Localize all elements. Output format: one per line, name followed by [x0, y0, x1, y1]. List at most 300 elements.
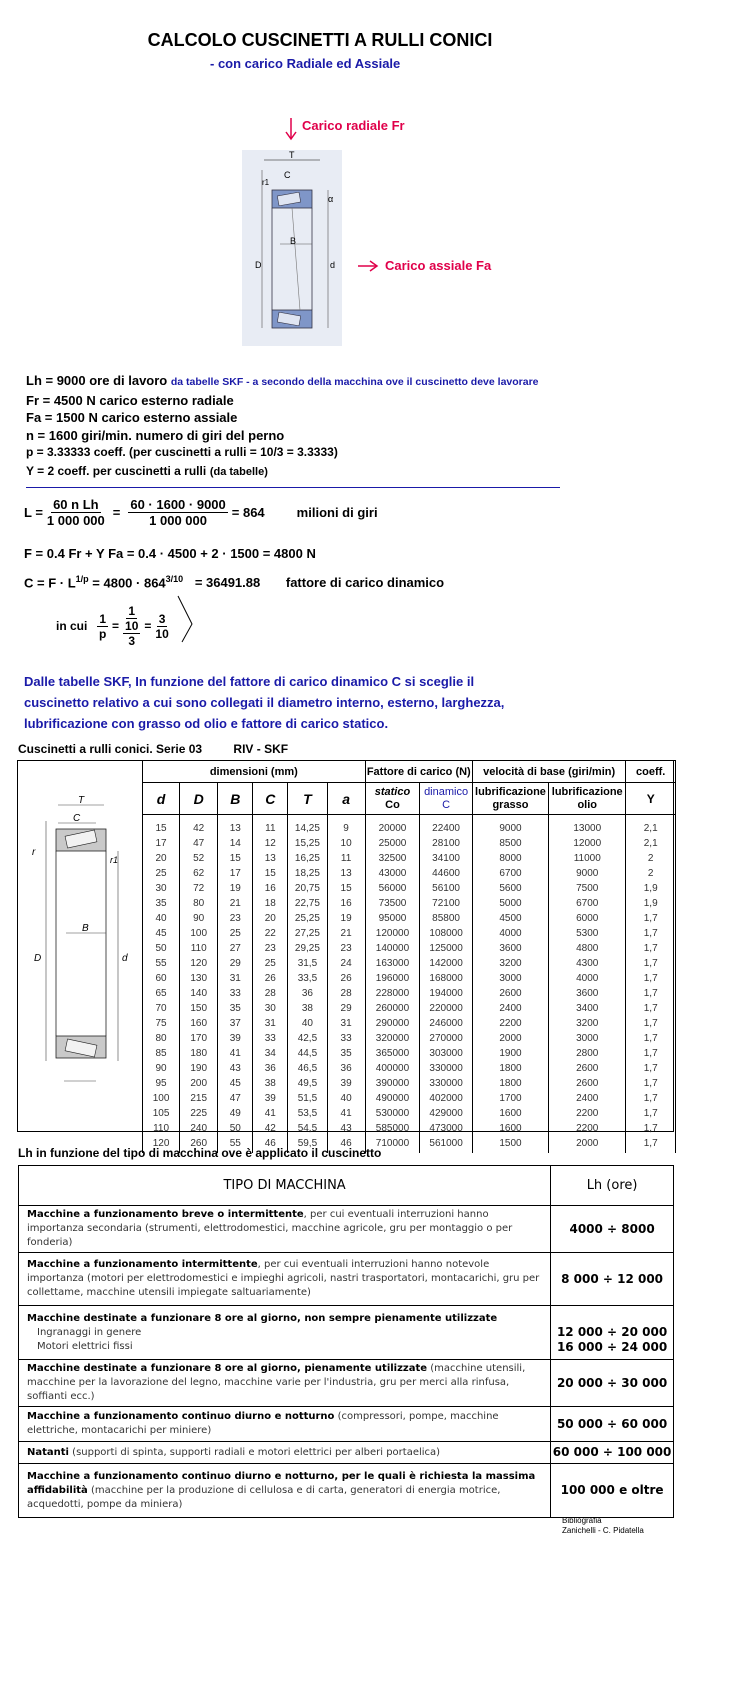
- table-cell: 44600: [420, 866, 473, 881]
- table-cell: 473000: [420, 1121, 473, 1136]
- table-cell: 120: [180, 956, 218, 971]
- table-cell: 20,75: [288, 881, 327, 896]
- table-cell: 30: [143, 881, 180, 896]
- table-cell: 400000: [365, 1061, 420, 1076]
- machine-row: [19, 1253, 674, 1306]
- table-cell: 1,9: [626, 881, 676, 896]
- table-cell: 46: [327, 1136, 365, 1151]
- table-cell: 52: [180, 851, 218, 866]
- table-cell: 3000: [472, 971, 548, 986]
- fig-label-r1: r1: [262, 178, 270, 187]
- fraction-l-numeric: $\frac{60 \cdot 1600 \cdot 9000}{1 000 000}$: [130, 497, 226, 528]
- fig2-label-c: C: [73, 813, 81, 824]
- machine-type-desc: (macchine utensili, macchine per la lavorazione del legno, macchine varie per l'industria, gru per merci alla rinfusa, soffianti ecc.): [27, 1363, 526, 1402]
- lh-value: 16 000 ÷ 24 000: [556, 1340, 668, 1354]
- machine-subtype: Motori elettrici fissi: [37, 1340, 133, 1352]
- table-cell: 1600: [472, 1121, 548, 1136]
- table-cell: 290000: [365, 1016, 420, 1031]
- table-cell: 3600: [549, 986, 626, 1001]
- table-row: [143, 926, 676, 941]
- table-cell: 100: [180, 926, 218, 941]
- table-cell: 215: [180, 1091, 218, 1106]
- table-cell: 330000: [420, 1061, 473, 1076]
- header-coeff: coeff.: [626, 761, 676, 783]
- fig2-label-d-outer: D: [34, 953, 42, 964]
- table-cell: 50: [143, 941, 180, 956]
- table-cell: 56000: [365, 881, 420, 896]
- lh-value: 20 000 ÷ 30 000: [556, 1375, 668, 1390]
- table-cell: 90: [180, 911, 218, 926]
- table-cell: 200: [180, 1076, 218, 1091]
- table-row: [143, 1046, 676, 1061]
- table-cell: 1,7: [626, 1106, 676, 1121]
- table-cell: 21: [218, 896, 253, 911]
- table-cell: 1,7: [626, 1001, 676, 1016]
- table-cell: 2400: [549, 1091, 626, 1106]
- table-cell: 54,5: [288, 1121, 327, 1136]
- table-cell: 22,75: [288, 896, 327, 911]
- axial-load-label: Carico assiale Fa: [385, 258, 492, 273]
- table-cell: 4300: [549, 956, 626, 971]
- table-cell: 8000: [472, 851, 548, 866]
- machine-type-title: Macchine a funzionamento continuo diurno e notturno: [27, 1411, 335, 1422]
- table-cell: 1700: [472, 1091, 548, 1106]
- table-cell: 1,7: [626, 1076, 676, 1091]
- table-cell: 31,5: [288, 956, 327, 971]
- table-cell: 1,9: [626, 896, 676, 911]
- table-cell: 13: [218, 815, 253, 837]
- table-cell: 1,7: [626, 911, 676, 926]
- table-cell: 23: [253, 941, 288, 956]
- table-cell: 22400: [420, 815, 473, 837]
- table-row: [143, 881, 676, 896]
- table-cell: 72: [180, 881, 218, 896]
- table-cell: 59,5: [288, 1136, 327, 1151]
- machine-lh-cell: [551, 1253, 674, 1306]
- table-cell: 19: [327, 911, 365, 926]
- table-cell: 80: [180, 896, 218, 911]
- machine-type-title: Natanti: [27, 1446, 69, 1458]
- table-cell: 16,25: [288, 851, 327, 866]
- table-cell: 45: [143, 926, 180, 941]
- table-cell: 9: [327, 815, 365, 837]
- table-cell: 39: [218, 1031, 253, 1046]
- parameters-list: [26, 372, 539, 481]
- table-cell: 246000: [420, 1016, 473, 1031]
- table-cell: 7500: [549, 881, 626, 896]
- table-cell: 3000: [549, 1031, 626, 1046]
- table-cell: 2200: [472, 1016, 548, 1031]
- table-cell: 70: [143, 1001, 180, 1016]
- table-cell: 260000: [365, 1001, 420, 1016]
- machine-row: [19, 1407, 674, 1442]
- table-row: [143, 986, 676, 1001]
- table-cell: 27: [218, 941, 253, 956]
- table-cell: 36: [288, 986, 327, 1001]
- fig-label-d-inner: d: [330, 260, 336, 270]
- table-cell: 25: [143, 866, 180, 881]
- table-cell: 60: [143, 971, 180, 986]
- table-cell: 36: [253, 1061, 288, 1076]
- col-d: d: [143, 783, 180, 815]
- machine-type-cell: [19, 1442, 551, 1464]
- machine-type-title: Macchine a funzionamento intermittente: [27, 1259, 258, 1270]
- machine-table: [18, 1165, 674, 1518]
- table-cell: 20000: [365, 815, 420, 837]
- table-cell: 28100: [420, 836, 473, 851]
- table-cell: 42,5: [288, 1031, 327, 1046]
- table-cell: 2200: [549, 1106, 626, 1121]
- col-grease: lubrificazione grasso: [472, 783, 548, 815]
- table-cell: 47: [218, 1091, 253, 1106]
- fig-label-c: C: [284, 170, 291, 180]
- machine-type-title: Macchine destinate a funzionare 8 ore al giorno, pienamente utilizzate: [27, 1363, 428, 1374]
- col-a: a: [327, 783, 365, 815]
- bracket-connector: [176, 594, 196, 644]
- table-cell: 110: [180, 941, 218, 956]
- lh-value: 100 000 e oltre: [560, 1483, 664, 1497]
- table-cell: 11: [327, 851, 365, 866]
- table-cell: 15: [143, 815, 180, 837]
- machine-lh-cell: [551, 1464, 674, 1518]
- machine-lh-cell: [551, 1360, 674, 1407]
- machine-subtype: Ingranaggi in genere: [37, 1326, 142, 1338]
- table-row: [143, 851, 676, 866]
- table-row: [143, 1001, 676, 1016]
- param-lh: Lh = 9000 ore di lavoro da tabelle SKF - a secondo della macchina ove il cuscinetto deve lavorare: [26, 373, 539, 388]
- table-cell: 130: [180, 971, 218, 986]
- machine-type-desc: (macchine per la produzione di cellulosa e di carta, generatori di energia motrice, acquedotti, pompe da miniera): [27, 1484, 501, 1510]
- table-row: [143, 1076, 676, 1091]
- table-cell: 1,7: [626, 941, 676, 956]
- lh-value: 4000 ÷ 8000: [569, 1221, 655, 1236]
- table-cell: 32500: [365, 851, 420, 866]
- machine-type-title: Macchine destinate a funzionare 8 ore al giorno, non sempre pienamente utilizzate: [27, 1312, 498, 1324]
- table-cell: 3400: [549, 1001, 626, 1016]
- table-cell: 365000: [365, 1046, 420, 1061]
- fig2-label-r: r: [32, 847, 36, 858]
- load-arrow-radial: [284, 118, 298, 147]
- table-row: [143, 1106, 676, 1121]
- table-cell: 55: [218, 1136, 253, 1151]
- table-cell: 2600: [472, 986, 548, 1001]
- table-cell: 56100: [420, 881, 473, 896]
- formula-f: F = 0.4 Fr + Y Fa = 0.4 · 4500 + 2 · 1500 = 4800 N: [24, 546, 316, 561]
- machine-table-body: [19, 1206, 674, 1518]
- table-cell: 180: [180, 1046, 218, 1061]
- table-cell: 25: [218, 926, 253, 941]
- table-cell: 15: [327, 881, 365, 896]
- table-cell: 14,25: [288, 815, 327, 837]
- table-cell: 9000: [549, 866, 626, 881]
- fig2-label-t: T: [78, 795, 85, 806]
- table-cell: 85: [143, 1046, 180, 1061]
- header-speed: velocità di base (giri/min): [472, 761, 626, 783]
- table-cell: 105: [143, 1106, 180, 1121]
- table-cell: 13: [327, 866, 365, 881]
- table-cell: 15: [253, 866, 288, 881]
- table-cell: 125000: [420, 941, 473, 956]
- formula-l: L = $\frac{\text{60 n Lh}}{1 000 000}$ = $\frac{60 \cdot 1600 \cdot 9000}{1 000 000}$ = 864 milioni di giri: [24, 497, 378, 528]
- machine-type-cell: [19, 1206, 551, 1253]
- table-cell: 2400: [472, 1001, 548, 1016]
- table-cell: 240: [180, 1121, 218, 1136]
- table-cell: 18,25: [288, 866, 327, 881]
- table-cell: 23: [218, 911, 253, 926]
- header-load: Fattore di carico (N): [365, 761, 472, 783]
- page-subtitle: - con carico Radiale ed Assiale: [210, 56, 401, 71]
- fig2-label-d-inner: d: [122, 953, 128, 964]
- table-cell: 1900: [472, 1046, 548, 1061]
- table-cell: 2,1: [626, 836, 676, 851]
- table-cell: 142000: [420, 956, 473, 971]
- table-cell: 3200: [472, 956, 548, 971]
- table-cell: 21: [327, 926, 365, 941]
- table-cell: 1,7: [626, 1136, 676, 1151]
- table-cell: 75: [143, 1016, 180, 1031]
- fig2-label-b: B: [82, 923, 89, 934]
- table-cell: 46,5: [288, 1061, 327, 1076]
- fraction-l-symbolic: $\frac{\text{60 n Lh}}{1 000 000}$: [46, 497, 105, 528]
- table-cell: 33: [218, 986, 253, 1001]
- table-cell: 95: [143, 1076, 180, 1091]
- explanation-text: Dalle tabelle SKF, In funzione del fattore di carico dinamico C si sceglie il cuscinetto relativo a cui sono collegati il diametro interno, esterno, larghezza, lubrificazione con grasso od olio e fattore di carico statico.: [24, 674, 505, 731]
- table-cell: 65: [143, 986, 180, 1001]
- machine-type-title: Macchine a funzionamento continuo diurno e notturno, per le quali è richiesta la massima affidabilità: [27, 1470, 536, 1496]
- table-cell: 3600: [472, 941, 548, 956]
- table-cell: 228000: [365, 986, 420, 1001]
- table-cell: 85800: [420, 911, 473, 926]
- table-cell: 49,5: [288, 1076, 327, 1091]
- bearing-figure: [242, 150, 342, 346]
- machine-row: [19, 1442, 674, 1464]
- table-row: [143, 815, 676, 837]
- table-row: [143, 1016, 676, 1031]
- machine-row: [19, 1206, 674, 1253]
- table-cell: 47: [180, 836, 218, 851]
- table-cell: 90: [143, 1061, 180, 1076]
- table-cell: 13: [253, 851, 288, 866]
- table-cell: 14: [218, 836, 253, 851]
- table-cell: 45: [218, 1076, 253, 1091]
- table-cell: 73500: [365, 896, 420, 911]
- arrow-down-icon: [284, 118, 298, 142]
- table-cell: 120: [143, 1136, 180, 1151]
- table-row: [143, 1061, 676, 1076]
- table-cell: 270000: [420, 1031, 473, 1046]
- table-cell: 20: [253, 911, 288, 926]
- col-y: Y: [626, 783, 676, 815]
- table-cell: 225: [180, 1106, 218, 1121]
- table-cell: 31: [327, 1016, 365, 1031]
- fig-label-b: B: [290, 236, 297, 246]
- param-n: n = 1600 giri/min. numero di giri del perno: [26, 427, 285, 443]
- fig2-label-r1: r1: [110, 855, 119, 865]
- table-cell: 168000: [420, 971, 473, 986]
- table-cell: 25,25: [288, 911, 327, 926]
- table-cell: 11000: [549, 851, 626, 866]
- formula-c: $C = F \cdot L^{1/p} = 4800 \cdot 864^{3/10} = 36491.88$ fattore di carico dinamico: [24, 574, 445, 591]
- table-cell: 35: [327, 1046, 365, 1061]
- table-cell: 16: [327, 896, 365, 911]
- table-cell: 25: [253, 956, 288, 971]
- col-C: C: [253, 783, 288, 815]
- table-cell: 1,7: [626, 986, 676, 1001]
- machine-col-type: TIPO DI MACCHINA: [19, 1166, 551, 1206]
- machine-type-desc: , per cui eventuali interruzioni hanno importanza secondaria (strumenti, elettrodomestici, macchine agricole, gru per montaggio o per fonderia): [27, 1209, 513, 1248]
- table-cell: 15: [218, 851, 253, 866]
- table-cell: 43000: [365, 866, 420, 881]
- bearing-table-wrapper: [17, 760, 674, 1149]
- table-cell: 2800: [549, 1046, 626, 1061]
- table-cell: 39: [327, 1076, 365, 1091]
- table-row: [143, 911, 676, 926]
- table-cell: 2: [626, 866, 676, 881]
- machine-row: [19, 1464, 674, 1518]
- table-cell: 140000: [365, 941, 420, 956]
- table-cell: 37: [218, 1016, 253, 1031]
- table-cell: 29: [218, 956, 253, 971]
- table-cell: 36: [327, 1061, 365, 1076]
- table-cell: 18: [253, 896, 288, 911]
- col-D: D: [180, 783, 218, 815]
- table-row: [143, 866, 676, 881]
- table-cell: 24: [327, 956, 365, 971]
- separator-line: [26, 487, 560, 488]
- table-cell: 220000: [420, 1001, 473, 1016]
- machine-type-cell: [19, 1464, 551, 1518]
- table-cell: 110: [143, 1121, 180, 1136]
- table-cell: 710000: [365, 1136, 420, 1151]
- param-fr: Fr = 4500 N carico esterno radiale: [26, 392, 234, 408]
- table-cell: 17: [143, 836, 180, 851]
- table-cell: 41: [253, 1106, 288, 1121]
- machine-row: [19, 1306, 674, 1360]
- machine-type-desc: , per cui eventuali interruzioni hanno notevole importanza (motori per elettrodomestici e impieghi agricoli, nastri trasportatori, montacarichi, gru per collettame, macchine utensili impiegate saltuariamente): [27, 1259, 540, 1298]
- radial-load-label: Carico radiale Fr: [302, 118, 405, 133]
- table-cell: 4000: [472, 926, 548, 941]
- table-cell: 55: [143, 956, 180, 971]
- table-cell: 330000: [420, 1076, 473, 1091]
- table-cell: 15,25: [288, 836, 327, 851]
- table-cell: 22: [253, 926, 288, 941]
- table-cell: 1,7: [626, 971, 676, 986]
- table-cell: 1800: [472, 1061, 548, 1076]
- table-cell: 50: [218, 1121, 253, 1136]
- table-cell: 585000: [365, 1121, 420, 1136]
- table-cell: 170: [180, 1031, 218, 1046]
- machine-type-title: Macchine a funzionamento breve o intermittente: [27, 1209, 304, 1220]
- table-row: [143, 896, 676, 911]
- bearing-table: [142, 760, 676, 1153]
- machine-row: [19, 1360, 674, 1407]
- table-cell: 1,7: [626, 1046, 676, 1061]
- table-cell: 2000: [472, 1031, 548, 1046]
- table-cell: 196000: [365, 971, 420, 986]
- table-cell: 1600: [472, 1106, 548, 1121]
- table-cell: 530000: [365, 1106, 420, 1121]
- table-cell: 9000: [472, 815, 548, 837]
- col-dynamic: dinamico C: [420, 783, 473, 815]
- table-cell: 31: [253, 1016, 288, 1031]
- table-cell: 95000: [365, 911, 420, 926]
- col-oil: lubrificazione olio: [549, 783, 626, 815]
- machine-lh-cell: [551, 1206, 674, 1253]
- table-cell: 4000: [549, 971, 626, 986]
- table-cell: 16: [253, 881, 288, 896]
- table-cell: 51,5: [288, 1091, 327, 1106]
- table-cell: 561000: [420, 1136, 473, 1151]
- table-cell: 62: [180, 866, 218, 881]
- lh-value: 8 000 ÷ 12 000: [561, 1271, 664, 1286]
- col-T: T: [288, 783, 327, 815]
- lh-value: 50 000 ÷ 60 000: [556, 1416, 668, 1431]
- table-cell: 194000: [420, 986, 473, 1001]
- table-cell: 33,5: [288, 971, 327, 986]
- lh-value: 12 000 ÷ 20 000: [556, 1325, 668, 1339]
- table-cell: 19: [218, 881, 253, 896]
- page-title: CALCOLO CUSCINETTI A RULLI CONICI: [147, 30, 493, 50]
- bearing-table-body: [143, 815, 676, 1154]
- table-cell: 4500: [472, 911, 548, 926]
- machine-lh-cell: [551, 1442, 674, 1464]
- table-cell: 42: [180, 815, 218, 837]
- table-cell: 190: [180, 1061, 218, 1076]
- table-row: [143, 1031, 676, 1046]
- table-cell: 49: [218, 1106, 253, 1121]
- load-arrow-axial: [358, 259, 380, 278]
- table-cell: 33: [253, 1031, 288, 1046]
- table-cell: 35: [218, 1001, 253, 1016]
- table-cell: 28: [327, 986, 365, 1001]
- fig-label-t: T: [289, 150, 295, 160]
- table-cell: 260: [180, 1136, 218, 1151]
- table-cell: 1,7: [626, 926, 676, 941]
- table-cell: 13000: [549, 815, 626, 837]
- table-cell: 17: [218, 866, 253, 881]
- table-cell: 5000: [472, 896, 548, 911]
- formula-p-exponent: in cui $\frac{1}{p}$ = $\frac{1}{\frac{10}{3}}$ = $\frac{3}{10}$: [56, 604, 169, 648]
- table-cell: 26: [327, 971, 365, 986]
- table-cell: 38: [253, 1076, 288, 1091]
- table-cell: 402000: [420, 1091, 473, 1106]
- table-cell: 42: [253, 1121, 288, 1136]
- bearing-table-caption: Cuscinetti a rulli conici. Serie 03 RIV - SKF: [18, 742, 289, 756]
- table-cell: 28: [253, 986, 288, 1001]
- table-cell: 1500: [472, 1136, 548, 1151]
- table-cell: 35: [143, 896, 180, 911]
- table-cell: 34: [253, 1046, 288, 1061]
- table-cell: 30: [253, 1001, 288, 1016]
- bibliography: Bibliografia Zanichelli - C. Pidatella: [562, 1516, 644, 1535]
- table-cell: 303000: [420, 1046, 473, 1061]
- machine-lh-cell: [551, 1407, 674, 1442]
- table-row: [143, 1091, 676, 1106]
- table-cell: 2,1: [626, 815, 676, 837]
- table-cell: 5300: [549, 926, 626, 941]
- table-cell: 26: [253, 971, 288, 986]
- fig-label-d-outer: D: [255, 260, 262, 270]
- machine-type-cell: [19, 1360, 551, 1407]
- table-cell: 429000: [420, 1106, 473, 1121]
- table-cell: 11: [253, 815, 288, 837]
- table-cell: 53,5: [288, 1106, 327, 1121]
- table-cell: 44,5: [288, 1046, 327, 1061]
- table-cell: 72100: [420, 896, 473, 911]
- table-cell: 2600: [549, 1076, 626, 1091]
- table-cell: 1,7: [626, 1121, 676, 1136]
- arrow-right-icon: [358, 259, 380, 273]
